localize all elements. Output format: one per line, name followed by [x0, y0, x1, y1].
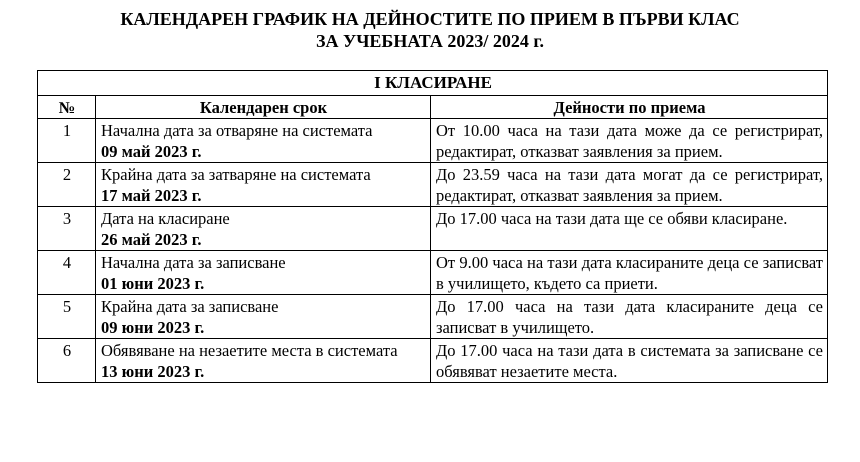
- section-row: [38, 71, 828, 96]
- deadline-label: Начална дата за записване: [101, 253, 286, 272]
- activity-cell: До 23.59 часа на тази дата могат да се регистрират, редактират, отказват заявления за прием.: [431, 163, 828, 207]
- row-number: 5: [38, 295, 96, 339]
- deadline-label: Крайна дата за записване: [101, 297, 279, 316]
- deadline-cell: [96, 207, 431, 251]
- schedule-table: [37, 70, 828, 383]
- row-number: 1: [38, 119, 96, 163]
- deadline-date: 01 юни 2023 г.: [101, 274, 205, 293]
- deadline-date: 26 май 2023 г.: [101, 230, 202, 249]
- table-row: [38, 207, 828, 251]
- deadline-cell: [96, 295, 431, 339]
- table-row: [38, 251, 828, 295]
- table-row: [38, 119, 828, 163]
- row-number: 3: [38, 207, 96, 251]
- row-number: 6: [38, 339, 96, 383]
- deadline-cell: [96, 339, 431, 383]
- title-line-2: ЗА УЧЕБНАТА 2023/ 2024 г.: [316, 31, 544, 51]
- deadline-label: Начална дата за отваряне на системата: [101, 121, 373, 140]
- deadline-label: Крайна дата за затваряне на системата: [101, 165, 371, 184]
- activity-cell: До 17.00 часа на тази дата в системата за записване се обявяват незаетите места.: [431, 339, 828, 383]
- title-line-1: КАЛЕНДАРЕН ГРАФИК НА ДЕЙНОСТИТЕ ПО ПРИЕМ В ПЪРВИ КЛАС: [120, 9, 740, 29]
- deadline-cell: [96, 119, 431, 163]
- deadline-date: 09 май 2023 г.: [101, 142, 202, 161]
- section-heading: I КЛАСИРАНЕ: [38, 71, 828, 96]
- table-row: [38, 295, 828, 339]
- row-number: 2: [38, 163, 96, 207]
- table-row: [38, 163, 828, 207]
- deadline-cell: [96, 251, 431, 295]
- deadline-cell: [96, 163, 431, 207]
- document-title: [0, 8, 860, 52]
- deadline-label: Обявяване на незаетите места в системата: [101, 341, 398, 360]
- column-header-deadline: Календарен срок: [96, 96, 431, 119]
- deadline-date: 13 юни 2023 г.: [101, 362, 205, 381]
- column-header-number: №: [38, 96, 96, 119]
- deadline-date: 09 юни 2023 г.: [101, 318, 205, 337]
- column-header-row: [38, 96, 828, 119]
- activity-cell: От 10.00 часа на тази дата може да се регистрират, редактират, отказват заявления за прием.: [431, 119, 828, 163]
- row-number: 4: [38, 251, 96, 295]
- deadline-label: Дата на класиране: [101, 209, 230, 228]
- deadline-date: 17 май 2023 г.: [101, 186, 202, 205]
- activity-cell: До 17.00 часа на тази дата класираните деца се записват в училището.: [431, 295, 828, 339]
- activity-cell: До 17.00 часа на тази дата ще се обяви класиране.: [431, 207, 828, 251]
- column-header-activity: Дейности по приема: [431, 96, 828, 119]
- activity-cell: От 9.00 часа на тази дата класираните деца се записват в училището, където са приети.: [431, 251, 828, 295]
- table-row: [38, 339, 828, 383]
